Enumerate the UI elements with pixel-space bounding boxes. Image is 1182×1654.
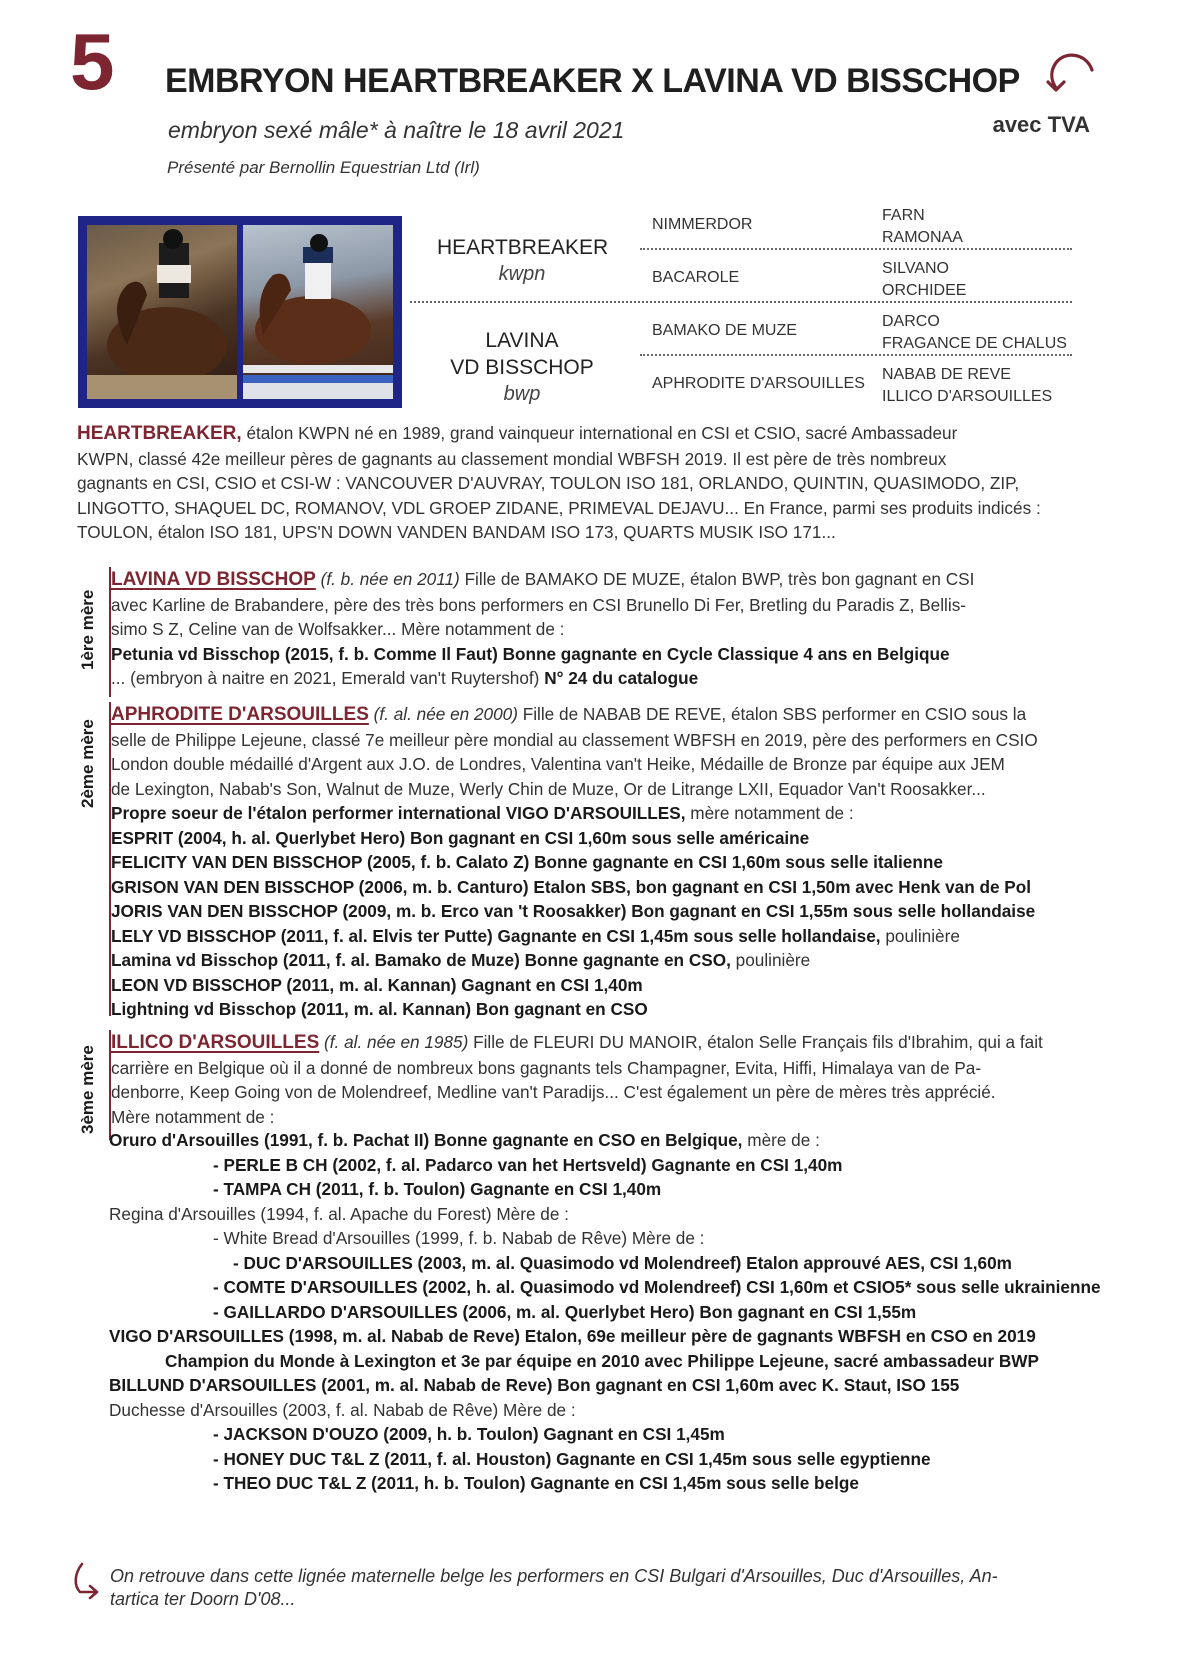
presented-by: Présenté par Bernollin Equestrian Ltd (Irl) bbox=[167, 158, 480, 177]
dam2-offspring-note: poulinière bbox=[885, 925, 960, 946]
dam3-vigo-cont: Champion du Monde à Lexington et 3e par équipe en 2010 avec Philippe Lejeune, sacré ambassadeur BWP bbox=[165, 1350, 1039, 1371]
sire-heading: HEARTBREAKER, bbox=[77, 423, 242, 444]
footer-line: On retrouve dans cette lignée maternelle belge les performers en CSI Bulgari d'Arsouilles, Duc d'Arsouilles, An- bbox=[110, 1566, 998, 1586]
photo-horse-jumping-2 bbox=[243, 225, 393, 399]
dam3-duchesse: Duchesse d'Arsouilles (2003, f. al. Nabab de Rêve) Mère de : bbox=[109, 1399, 576, 1420]
dam3-oruro: Oruro d'Arsouilles (1991, f. b. Pachat II) Bonne gagnante en CSO en Belgique, bbox=[109, 1130, 743, 1150]
photo-horse-jumping-1 bbox=[87, 225, 237, 399]
dam3-text: denborre, Keep Going von de Molendreef, Medline van't Paradijs... C'est également un père de mères très apprécié. bbox=[111, 1082, 996, 1102]
dam1-note: (f. b. née en 2011) bbox=[320, 569, 460, 589]
footer-note bbox=[110, 1565, 1100, 1611]
pedigree-g3-2 bbox=[882, 258, 966, 302]
curved-arrow-icon bbox=[1040, 48, 1096, 98]
dam3-billund: BILLUND D'ARSOUILLES (2001, m. al. Nabab de Reve) Bon gagnant en CSI 1,60m avec K. Staut, ISO 155 bbox=[109, 1375, 960, 1395]
dam3-label: 3ème mère bbox=[78, 1045, 97, 1134]
dam1-offspring: Petunia vd Bisschop (2015, f. b. Comme Il Faut) Bonne gagnante en Cycle Classique 4 ans en Belgique bbox=[111, 643, 950, 664]
pedigree-g3-4b: ILLICO D'ARSOUILLES bbox=[882, 388, 1053, 405]
dam-name-line1: LAVINA bbox=[485, 329, 559, 352]
dam2-offspring: LEON VD BISSCHOP (2011, m. al. Kannan) Gagnant en CSI 1,40m bbox=[111, 974, 643, 995]
dam3-perle: - PERLE B CH (2002, f. al. Padarco van het Hertsveld) Gagnante en CSI 1,40m bbox=[213, 1154, 843, 1175]
pedigree-g3-2b: ORCHIDEE bbox=[882, 282, 967, 299]
dam2-sister: Propre soeur de l'étalon performer international VIGO D'ARSOUILLES, bbox=[111, 803, 686, 823]
dam3-tampa: - TAMPA CH (2011, f. b. Toulon) Gagnante en CSI 1,40m bbox=[213, 1179, 662, 1199]
dam2-offspring: GRISON VAN DEN BISSCHOP (2006, m. b. Canturo) Etalon SBS, bon gagnant en CSI 1,50m avec Henk van de Pol bbox=[111, 876, 1032, 897]
dam3-name: ILLICO D'ARSOUILLES bbox=[111, 1032, 320, 1053]
pedigree-dam bbox=[437, 327, 607, 407]
dam2-offspring: ESPRIT (2004, h. al. Querlybet Hero) Bon gagnant en CSI 1,60m sous selle américaine bbox=[111, 827, 810, 848]
dam1-name: LAVINA VD BISSCHOP bbox=[111, 569, 316, 590]
page-title: EMBRYON HEARTBREAKER X LAVINA VD BISSCHOP bbox=[165, 62, 1020, 100]
dam3-block bbox=[109, 1030, 1101, 1140]
dam3-comte: - COMTE D'ARSOUILLES (2002, h. al. Quasimodo vd Molendreef) CSI 1,60m et CSIO5* sous selle ukrainienne bbox=[213, 1277, 1101, 1297]
pedigree-g3-4 bbox=[882, 364, 1052, 408]
sire-breed: kwpn bbox=[498, 263, 546, 285]
pedigree-g2-2: BACAROLE bbox=[652, 269, 740, 286]
curved-arrow-icon bbox=[70, 1560, 102, 1600]
dam3-text: mère de : bbox=[747, 1130, 820, 1150]
sire-line: LINGOTTO, SHAQUEL DC, ROMANOV, VDL GROEP ZIDANE, PRIMEVAL DEJAVU... En France, parmi ses produits indicés : bbox=[77, 497, 1041, 518]
dam2-offspring-note: poulinière bbox=[735, 950, 811, 970]
dam3-jackson: - JACKSON D'OUZO (2009, h. b. Toulon) Gagnant en CSI 1,45m bbox=[213, 1424, 725, 1444]
pedigree-divider bbox=[640, 354, 1072, 356]
dam2-label: 2ème mère bbox=[78, 719, 97, 808]
pedigree-g3-3a: DARCO bbox=[882, 313, 940, 330]
dam3-descendants bbox=[109, 1128, 1099, 1496]
footer-line: tartica ter Doorn D'08... bbox=[110, 1589, 296, 1609]
dam3-text: carrière en Belgique où il a donné de nombreux bons gagnants tels Champagner, Evita, Hiffi, Himalaya van de Pa- bbox=[111, 1057, 982, 1078]
dam3-regina: Regina d'Arsouilles (1994, f. al. Apache du Forest) Mère de : bbox=[109, 1203, 569, 1224]
dam1-label: 1ère mère bbox=[78, 589, 97, 670]
pedigree-g3-4a: NABAB DE REVE bbox=[882, 366, 1011, 383]
dam3-note: (f. al. née en 1985) bbox=[324, 1032, 469, 1052]
dam2-offspring: Lightning vd Bisschop (2011, m. al. Kannan) Bon gagnant en CSO bbox=[111, 999, 648, 1019]
sire-line: étalon KWPN né en 1989, grand vainqueur international en CSI et CSIO, sacré Ambassadeur bbox=[246, 423, 958, 443]
dam2-offspring: JORIS VAN DEN BISSCHOP (2009, m. b. Erco van 't Roosakker) Bon gagnant en CSI 1,55m sous selle hollandaise bbox=[111, 901, 1036, 921]
pedigree-divider bbox=[640, 248, 1072, 250]
pedigree-divider-main bbox=[410, 301, 1072, 303]
dam3-text: Mère notamment de : bbox=[111, 1106, 275, 1127]
subtitle: embryon sexé mâle* à naître le 18 avril 2021 bbox=[168, 117, 625, 143]
pedigree-g3-1 bbox=[882, 205, 963, 249]
dam3-gaillardo: - GAILLARDO D'ARSOUILLES (2006, m. al. Querlybet Hero) Bon gagnant en CSI 1,55m bbox=[213, 1301, 917, 1322]
sire-line: gagnants en CSI, CSIO et CSI-W : VANCOUVER D'AUVRAY, TOULON ISO 181, ORLANDO, QUINTIN, QUASIMODO, ZIP, bbox=[77, 473, 1020, 493]
catalogue-ref: N° 24 du catalogue bbox=[544, 668, 699, 688]
dam2-block bbox=[109, 702, 1101, 1019]
sire-name: HEARTBREAKER bbox=[437, 236, 609, 259]
dam1-text: simo S Z, Celine van de Wolfsakker... Mère notamment de : bbox=[111, 619, 565, 639]
dam2-offspring: LELY VD BISSCHOP (2011, f. al. Elvis ter Putte) Gagnante en CSI 1,45m sous selle hollandaise, bbox=[111, 925, 881, 946]
tva-label: avec TVA bbox=[992, 112, 1090, 137]
dam3-duc: - DUC D'ARSOUILLES (2003, m. al. Quasimodo vd Molendreef) Etalon approuvé AES, CSI 1,60m bbox=[233, 1252, 1012, 1273]
pedigree-g3-1a: FARN bbox=[882, 207, 925, 224]
dam2-text: mère notamment de : bbox=[690, 803, 854, 823]
pedigree-g3-3b: FRAGANCE DE CHALUS bbox=[882, 335, 1067, 352]
dam1-text: avec Karline de Brabandere, père des très bons performers en CSI Brunello Di Fer, Bretling du Paradis Z, Bellis- bbox=[111, 594, 967, 615]
dam2-offspring: FELICITY VAN DEN BISSCHOP (2005, f. b. Calato Z) Bonne gagnante en CSI 1,60m sous selle italienne bbox=[111, 852, 943, 872]
pedigree-sire bbox=[437, 234, 607, 287]
dam2-text: de Lexington, Nabab's Son, Walnut de Muze, Werly Chin de Muze, Or de Litrange LXII, Equador Van't Roosakker... bbox=[111, 778, 986, 799]
dam2-text: Fille de NABAB DE REVE, étalon SBS performer en CSIO sous la bbox=[522, 704, 1027, 724]
dam-breed: bwp bbox=[503, 383, 541, 405]
dam-name-line2: VD BISSCHOP bbox=[450, 356, 594, 379]
dam3-theo: - THEO DUC T&L Z (2011, h. b. Toulon) Gagnante en CSI 1,45m sous selle belge bbox=[213, 1473, 859, 1493]
dam2-text: London double médaillé d'Argent aux J.O. de Londres, Valentina van't Heike, Médaille de Bronze par équipe aux JEM bbox=[111, 754, 1005, 774]
sire-line: KWPN, classé 42e meilleur pères de gagnants au classement mondial WBFSH 2019. Il est père de très nombreux bbox=[77, 448, 947, 469]
dam3-honey: - HONEY DUC T&L Z (2011, f. al. Houston) Gagnante en CSI 1,45m sous selle egyptienne bbox=[213, 1448, 931, 1469]
dam1-block bbox=[109, 567, 1101, 697]
dam1-embryo: ... (embryon à naitre en 2021, Emerald van't Ruytershof) bbox=[111, 668, 540, 688]
dam2-text: selle de Philippe Lejeune, classé 7e meilleur père mondial au classement WBFSH en 2019, père des performers en CSIO bbox=[111, 729, 1038, 750]
lot-number: 5 bbox=[70, 17, 113, 106]
dam3-text: Fille de FLEURI DU MANOIR, étalon Selle Français fils d'Ibrahim, qui a fait bbox=[473, 1032, 1043, 1052]
dam2-name: APHRODITE D'ARSOUILLES bbox=[111, 704, 369, 725]
pedigree-g2-1: NIMMERDOR bbox=[652, 216, 753, 233]
pedigree-g3-3 bbox=[882, 311, 1067, 355]
pedigree-g2-3: BAMAKO DE MUZE bbox=[652, 322, 797, 339]
pedigree-g2-4: APHRODITE D'ARSOUILLES bbox=[652, 375, 865, 392]
dam3-vigo: VIGO D'ARSOUILLES (1998, m. al. Nabab de Reve) Etalon, 69e meilleur père de gagnants WBFSH en CSO en 2019 bbox=[109, 1326, 1036, 1346]
pedigree-g3-1b: RAMONAA bbox=[882, 229, 963, 246]
dam2-note: (f. al. née en 2000) bbox=[373, 704, 518, 724]
sire-paragraph bbox=[77, 421, 1097, 545]
dam1-text: Fille de BAMAKO DE MUZE, étalon BWP, très bon gagnant en CSI bbox=[464, 569, 975, 589]
sire-line: TOULON, étalon ISO 181, UPS'N DOWN VANDEN BANDAM ISO 173, QUARTS MUSIK ISO 171... bbox=[77, 522, 836, 542]
pedigree-g3-2a: SILVANO bbox=[882, 260, 949, 277]
dam3-white-bread: - White Bread d'Arsouilles (1999, f. b. Nabab de Rêve) Mère de : bbox=[213, 1228, 705, 1248]
photo-frame bbox=[78, 216, 402, 408]
dam2-offspring: Lamina vd Bisschop (2011, f. al. Bamako de Muze) Bonne gagnante en CSO, bbox=[111, 950, 731, 970]
